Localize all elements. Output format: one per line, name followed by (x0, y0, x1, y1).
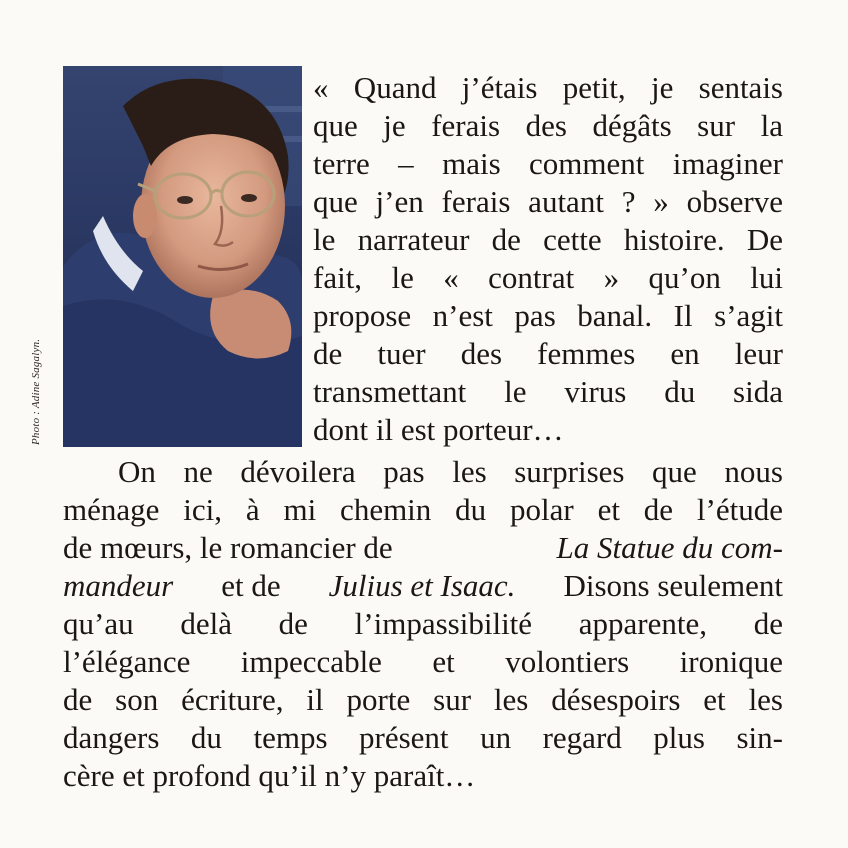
text-line: dangers du temps présent un regard plus sin- (63, 720, 783, 755)
author-photo (63, 66, 302, 447)
text-line: cère et profond qu’il n’y paraît… (63, 758, 476, 793)
text-line: le narrateur de cette histoire. De (313, 222, 783, 257)
text-segment: et de (221, 568, 281, 603)
text-line: propose n’est pas banal. Il s’agit (313, 298, 783, 333)
photo-credit: Photo : Adine Sagalyn. (30, 338, 42, 445)
book-title-italic: Julius et Isaac. (328, 568, 516, 603)
text-line: On ne dévoilera pas les surprises que nous (118, 454, 783, 489)
book-title-italic: mandeur (63, 568, 174, 603)
text-line: que j’en ferais autant ? » observe (313, 184, 783, 219)
text-segment: Disons seulement (563, 568, 783, 603)
text-line: terre – mais comment imaginer (313, 146, 783, 181)
text-line-mixed (63, 532, 783, 563)
text-segment: de mœurs, le romancier de (63, 530, 393, 565)
book-title-italic: La Statue du com- (556, 530, 783, 565)
text-line: qu’au delà de l’impassibilité apparente, de (63, 606, 783, 641)
text-line-mixed (63, 570, 783, 601)
text-line: de tuer des femmes en leur (313, 336, 783, 371)
text-line: que je ferais des dégâts sur la (313, 108, 783, 143)
text-line: dont il est porteur… (313, 412, 564, 447)
text-line: fait, le « contrat » qu’on lui (313, 260, 783, 295)
text-line: transmettant le virus du sida (313, 374, 783, 409)
text-line: ménage ici, à mi chemin du polar et de l’étude (63, 492, 783, 527)
text-line: « Quand j’étais petit, je sentais (313, 70, 783, 105)
text-line: de son écriture, il porte sur les désespoirs et les (63, 682, 783, 717)
text-line: l’élégance impeccable et volontiers ironique (63, 644, 783, 679)
